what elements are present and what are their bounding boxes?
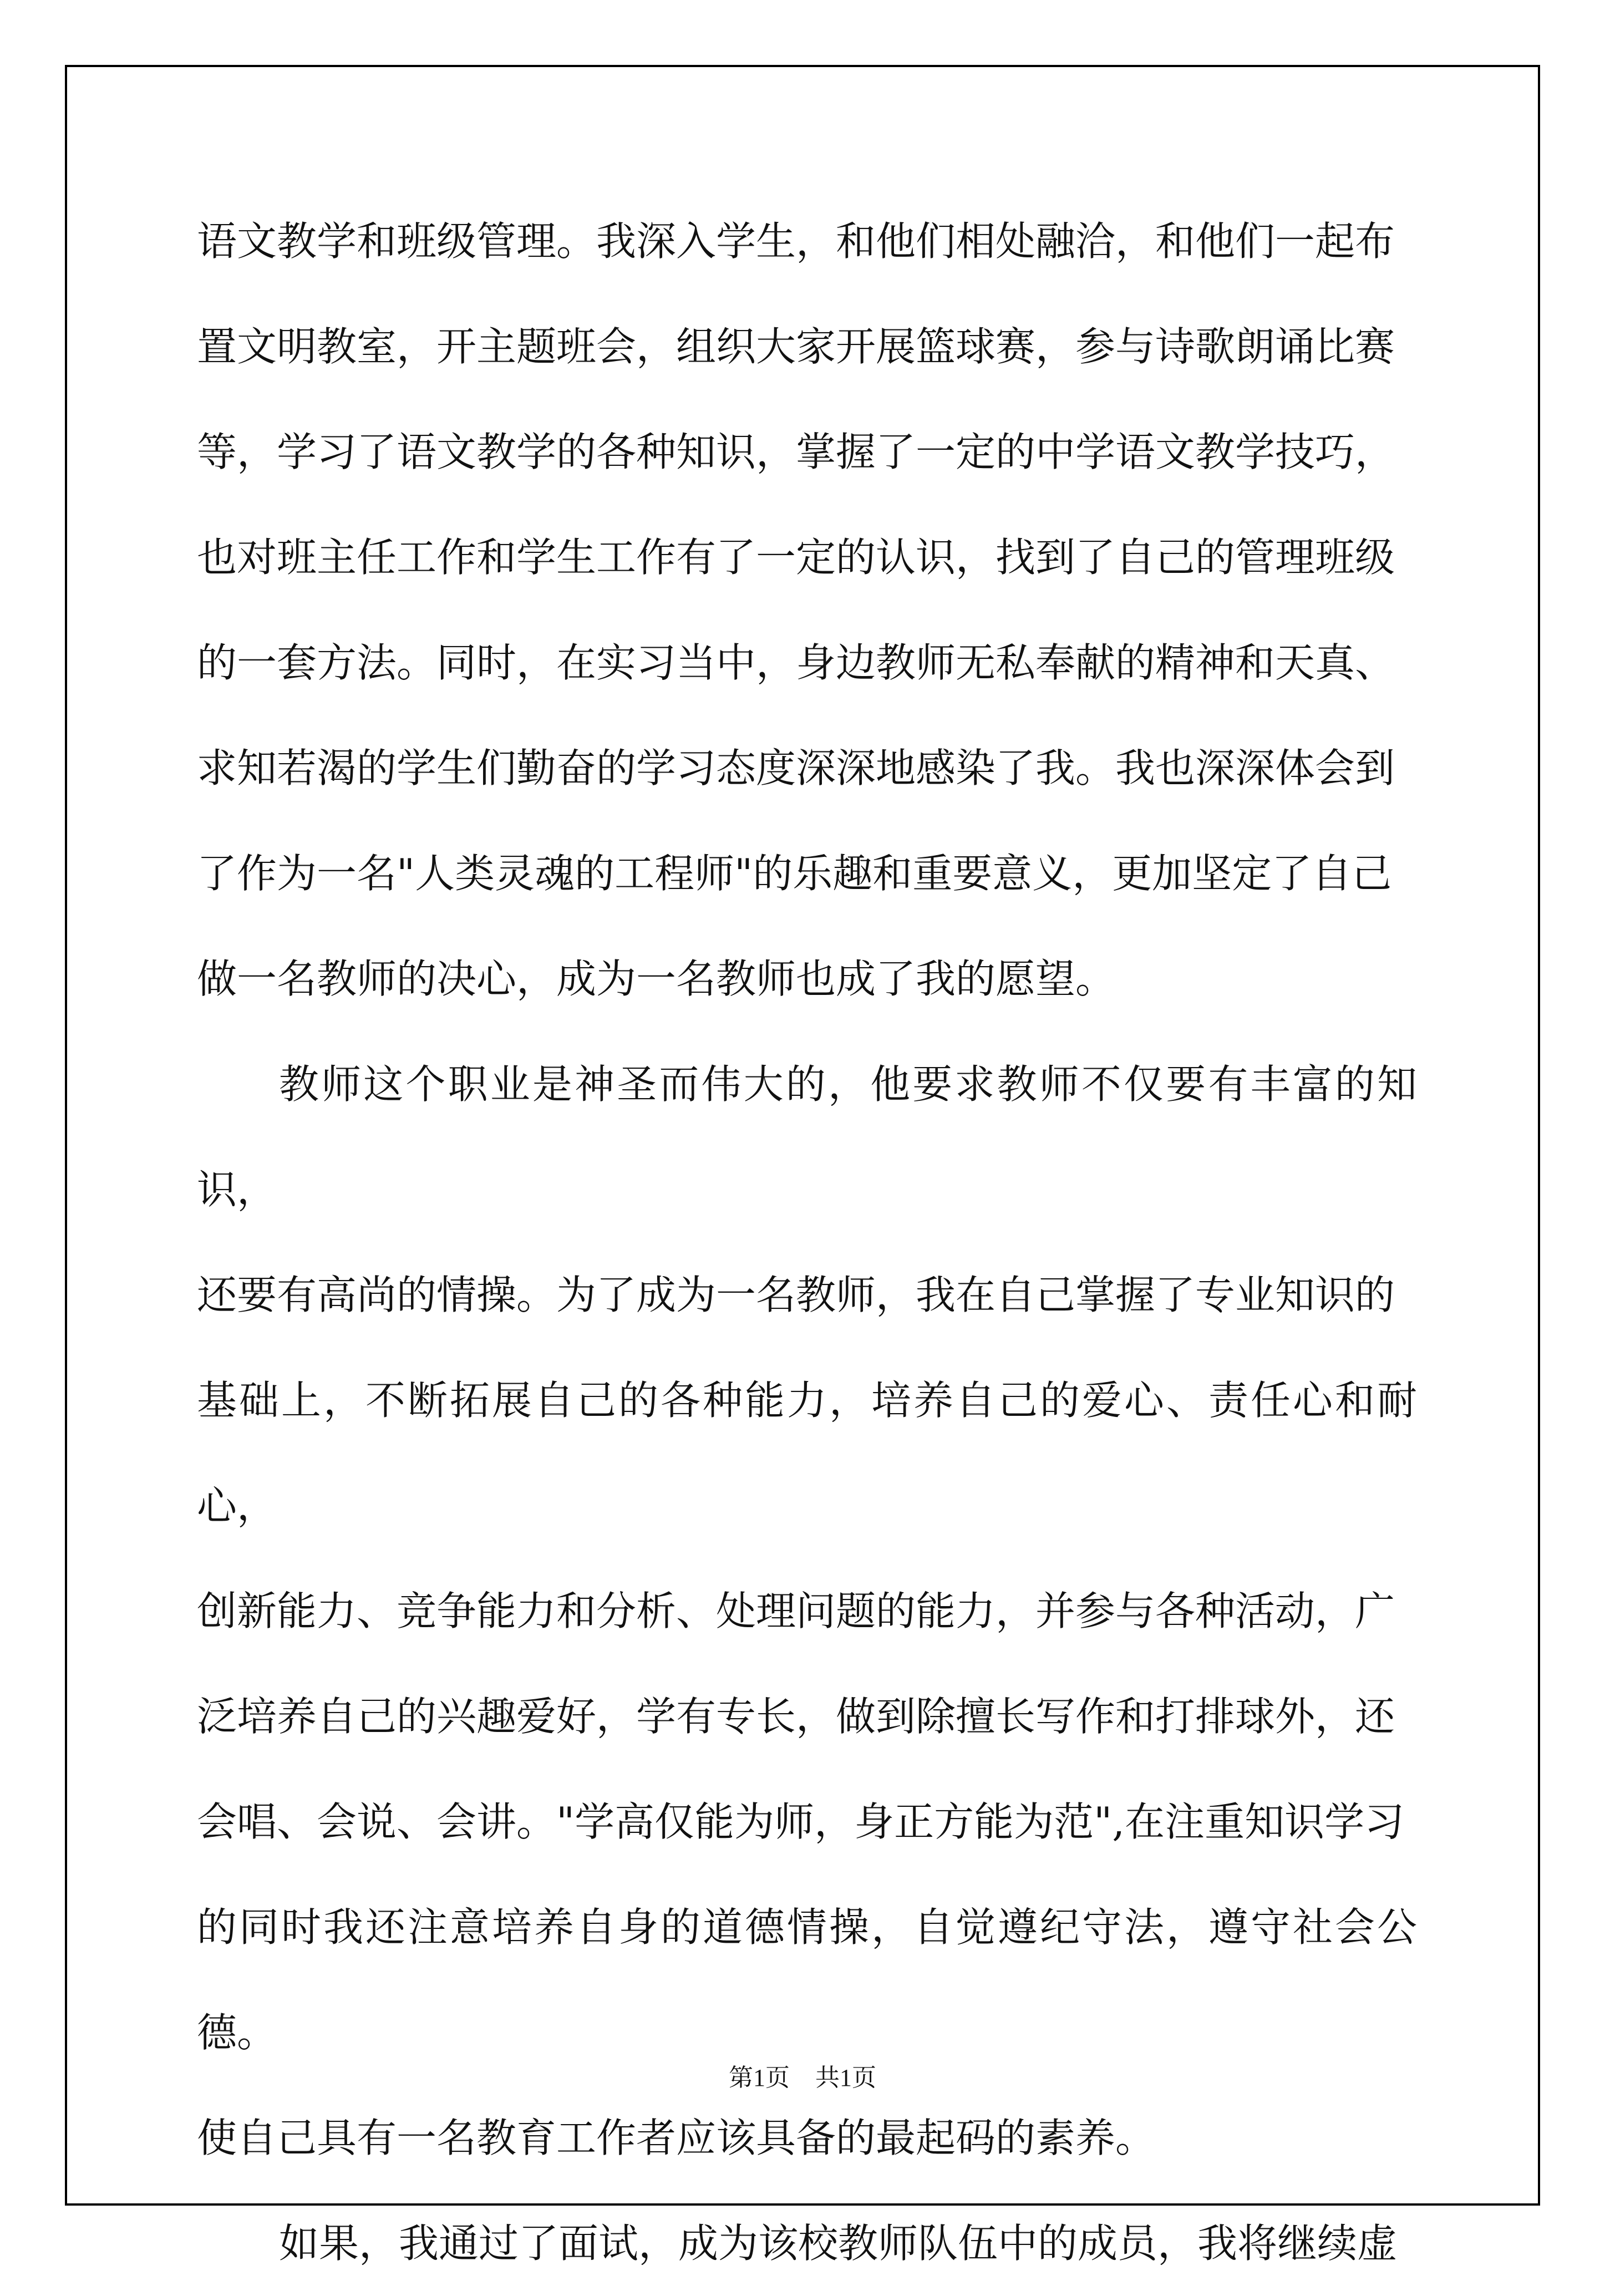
text-line: 求知若渴的学生们勤奋的学习态度深深地感染了我。我也深深体会到 [197, 745, 1395, 791]
text-line: 等，学习了语文教学的各种知识，掌握了一定的中学语文教学技巧， [197, 429, 1395, 475]
text-line: 创新能力、竞争能力和分析、处理问题的能力，并参与各种活动，广 [197, 1588, 1395, 1634]
paragraph-1 [197, 189, 1417, 1032]
text-line: 的一套方法。同时，在实习当中，身边教师无私奉献的精神和天真、 [197, 639, 1395, 686]
page-footer [0, 2058, 1605, 2093]
text-line: 如果，我通过了面试，成为该校教师队伍中的成员，我将继续虚 [279, 2220, 1398, 2267]
text-line: 基础上，不断拓展自己的各种能力，培养自己的爱心、责任心和耐心， [197, 1377, 1417, 1529]
text-line: 会唱、会说、会讲。"学高仅能为师，身正方能为范",在注重知识学习 [197, 1799, 1405, 1845]
text-line: 还要有高尚的情操。为了成为一名教师，我在自己掌握了专业知识的 [197, 1272, 1395, 1318]
text-line: 语文教学和班级管理。我深入学生，和他们相处融洽，和他们一起布 [197, 218, 1395, 265]
document-body [197, 189, 1417, 2296]
page-total: 共1页 [815, 2064, 876, 2091]
paragraph-3 [197, 2191, 1417, 2296]
text-line: 置文明教室，开主题班会，组织大家开展篮球赛，参与诗歌朗诵比赛 [197, 323, 1395, 370]
text-line: 泛培养自己的兴趣爱好，学有专长，做到除擅长写作和打排球外，还 [197, 1693, 1395, 1740]
text-line: 教师这个职业是神圣而伟大的，他要求教师不仅要有丰富的知识， [197, 1061, 1417, 1213]
text-line: 也对班主任工作和学生工作有了一定的认识，找到了自己的管理班级 [197, 534, 1395, 581]
page-number: 第1页 [729, 2064, 790, 2091]
text-line: 的同时我还注意培养自身的道德情操，自觉遵纪守法，遵守社会公德。 [197, 1904, 1417, 2056]
text-line: 做一名教师的决心，成为一名教师也成了我的愿望。 [197, 956, 1116, 1002]
paragraph-2 [197, 1032, 1417, 2191]
text-line: 了作为一名"人类灵魂的工程师"的乐趣和重要意义，更加坚定了自己 [197, 850, 1392, 897]
text-line: 使自己具有一名教育工作者应该具备的最起码的素养。 [197, 2115, 1156, 2161]
